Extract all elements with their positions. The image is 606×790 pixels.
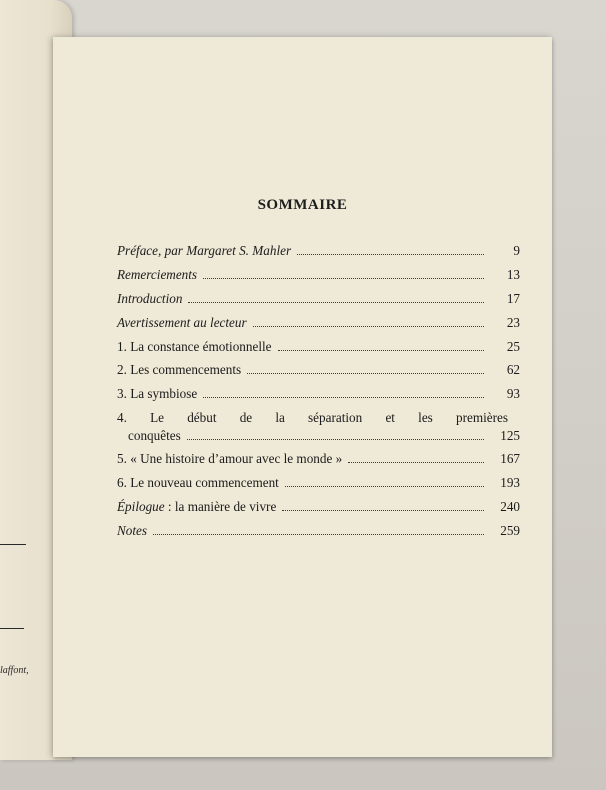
toc-page-number: 167 (500, 451, 520, 467)
toc-entry-chapter-4 (117, 409, 520, 444)
toc-page-number: 23 (506, 314, 520, 330)
toc-dot-leader (348, 462, 484, 463)
toc-dot-leader (247, 373, 484, 374)
toc-entry-label: Introduction (117, 290, 183, 306)
toc-entry-label: 3. La symbiose (117, 386, 198, 402)
toc-entry-label (117, 498, 276, 515)
toc-page-number: 125 (500, 427, 520, 443)
toc-entry-line2 (117, 427, 520, 444)
toc-dot-leader (187, 439, 484, 440)
toc-entry-preface (117, 242, 520, 259)
toc-entry-chapter-3 (117, 385, 520, 402)
toc-entry-avertissement (117, 314, 520, 331)
toc-entry-label-line2: conquêtes (128, 427, 181, 443)
toc-entry-label-italic: Épilogue (117, 499, 165, 515)
toc-dot-leader (285, 486, 484, 487)
toc-entry-introduction (117, 290, 520, 307)
toc-page-number: 17 (506, 290, 520, 306)
toc-entry-label: 5. « Une histoire d’amour avec le monde » (117, 451, 343, 467)
toc-dot-leader (297, 254, 484, 255)
toc-entry-label: 1. La constance émotionnelle (117, 338, 272, 354)
toc-entry-label: Remerciements (117, 266, 198, 282)
left-page-rule (0, 544, 26, 545)
toc-page-number: 13 (506, 266, 520, 282)
toc-page-number: 62 (506, 362, 520, 378)
toc-entry-remerciements (117, 266, 520, 283)
left-page-fragment-text: laffont, (0, 665, 29, 676)
toc-page-number: 25 (506, 338, 520, 354)
toc-entry-label: Notes (117, 523, 148, 539)
toc-entry-chapter-2 (117, 361, 520, 378)
toc-entry-label: Préface, par Margaret S. Mahler (117, 243, 292, 258)
toc-dot-leader (253, 326, 484, 327)
table-of-contents-page (53, 37, 552, 757)
toc-page-number: 93 (506, 386, 520, 402)
toc-list (117, 242, 520, 546)
toc-dot-leader (282, 510, 484, 511)
toc-dot-leader (278, 350, 484, 351)
toc-dot-leader (203, 397, 484, 398)
toc-entry-label: Avertissement au lecteur (117, 314, 247, 330)
toc-entry-label: 6. Le nouveau commencement (117, 475, 279, 491)
toc-page-number: 240 (500, 499, 520, 515)
toc-dot-leader (153, 534, 484, 535)
page-title: SOMMAIRE (257, 197, 348, 213)
toc-entry-chapter-6 (117, 474, 520, 491)
toc-dot-leader (188, 302, 484, 303)
toc-entry-chapter-5 (117, 450, 520, 467)
toc-entry-label-line1: 4. Le début de la séparation et les premières (117, 410, 508, 426)
toc-entry-notes (117, 522, 520, 539)
toc-entry-epilogue (117, 498, 520, 515)
toc-entry-chapter-1 (117, 338, 520, 355)
toc-page-number: 193 (500, 475, 520, 491)
toc-dot-leader (203, 278, 484, 279)
toc-page-number: 9 (513, 243, 520, 258)
toc-entry-label-rest: : la manière de vivre (164, 499, 277, 515)
toc-page-number: 259 (500, 523, 520, 539)
left-page-rule (0, 628, 24, 629)
toc-entry-label: 2. Les commencements (117, 362, 242, 378)
